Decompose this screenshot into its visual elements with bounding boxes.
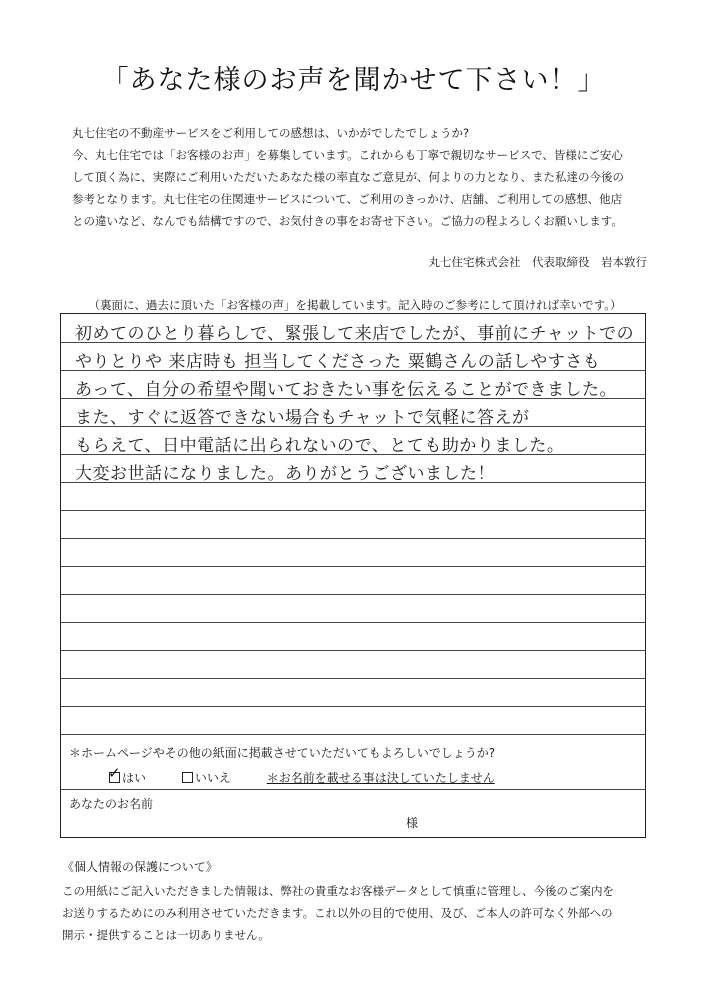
feedback-form xyxy=(60,313,646,838)
handwritten-line: また、すぐに返答できない場合もチャットで気軽に答えが xyxy=(75,408,530,428)
intro-line: 参考となります。丸七住宅の住関連サービスについて、ご利用のきっかけ、店舗、ご利用しての感想、他店 xyxy=(72,192,623,206)
ruled-line xyxy=(61,622,645,623)
consent-question: ＊ホームページやその他の紙面に掲載させていただいてもよろしいでしょうか? xyxy=(69,746,496,760)
consent-yes-option[interactable] xyxy=(108,764,147,786)
intro-line: 丸七住宅の不動産サービスをご利用しての感想は、いかがでしたでしょうか? xyxy=(72,126,470,140)
privacy-text xyxy=(62,880,662,946)
handwritten-line: もらえて、日中電話に出られないので、とても助かりました。 xyxy=(75,436,565,456)
privacy-line: お送りするためにのみ利用させていただきます。これ以外の目的で使用、及び、ご本人の許可なく外部への xyxy=(62,906,613,920)
privacy-line: この用紙にご記入いただきました情報は、弊社の貴重なお客様データとして慎重に管理し、今後のご案内を xyxy=(62,884,614,898)
section-divider xyxy=(61,789,645,790)
consent-options xyxy=(108,764,495,786)
check-icon: ✓ xyxy=(108,764,121,782)
yes-label: はい xyxy=(122,771,147,785)
no-checkbox[interactable] xyxy=(182,772,193,783)
name-honorific: 様 xyxy=(406,816,419,830)
ruled-line xyxy=(61,734,645,735)
intro-line: 今、丸七住宅では「お客様のお声」を募集しています。これからも丁寧で親切なサービスで、皆様にご安心 xyxy=(72,148,623,162)
company-signature: 丸七住宅株式会社 代表取締役 岩本敦行 xyxy=(428,255,647,269)
intro-text xyxy=(72,122,652,232)
no-label: いいえ xyxy=(194,771,231,785)
privacy-line: 開示・提供することは一切ありません。 xyxy=(62,928,270,942)
intro-line: との違いなど、なんでも結構ですので、お気付きの事をお寄せ下さい。ご協力の程よろしくお願いします。 xyxy=(72,214,623,228)
handwritten-line: 大変お世話になりました。ありがとうございました！ xyxy=(75,464,495,484)
intro-line: して頂く為に、実際にご利用いただいたあなた様の率直なご意見が、何よりの力となり、また私達の今後の xyxy=(72,170,624,184)
ruled-line xyxy=(61,566,645,567)
ruled-line xyxy=(61,678,645,679)
ruled-line xyxy=(61,538,645,539)
ruled-line xyxy=(61,706,645,707)
reference-note: （裏面に、過去に頂いた「お客様の声」を掲載しています。記入時のご参考にして頂ければ幸いです。） xyxy=(88,298,622,312)
privacy-title: 《個人情報の保護について》 xyxy=(62,860,218,874)
consent-no-option[interactable] xyxy=(182,769,231,786)
name-field-label: あなたのお名前 xyxy=(69,797,154,811)
name-privacy-notice: ＊お名前を載せる事は決していたしません xyxy=(266,771,495,785)
handwritten-line: 初めてのひとり暮らしで、緊張して来店でしたが、事前にチャットでの xyxy=(75,324,635,344)
ruled-line xyxy=(61,510,645,511)
handwritten-line: あって、自分の希望や聞いておきたい事を伝えることができました。 xyxy=(75,380,617,400)
yes-checkbox[interactable] xyxy=(108,764,121,783)
page-title: 「あなた様のお声を聞かせて下さい！」 xyxy=(101,65,606,96)
ruled-line xyxy=(61,650,645,651)
handwritten-line: やりとりや 来店時も 担当してくださった 粟鶴さんの話しやすさも xyxy=(75,352,601,372)
ruled-line xyxy=(61,594,645,595)
